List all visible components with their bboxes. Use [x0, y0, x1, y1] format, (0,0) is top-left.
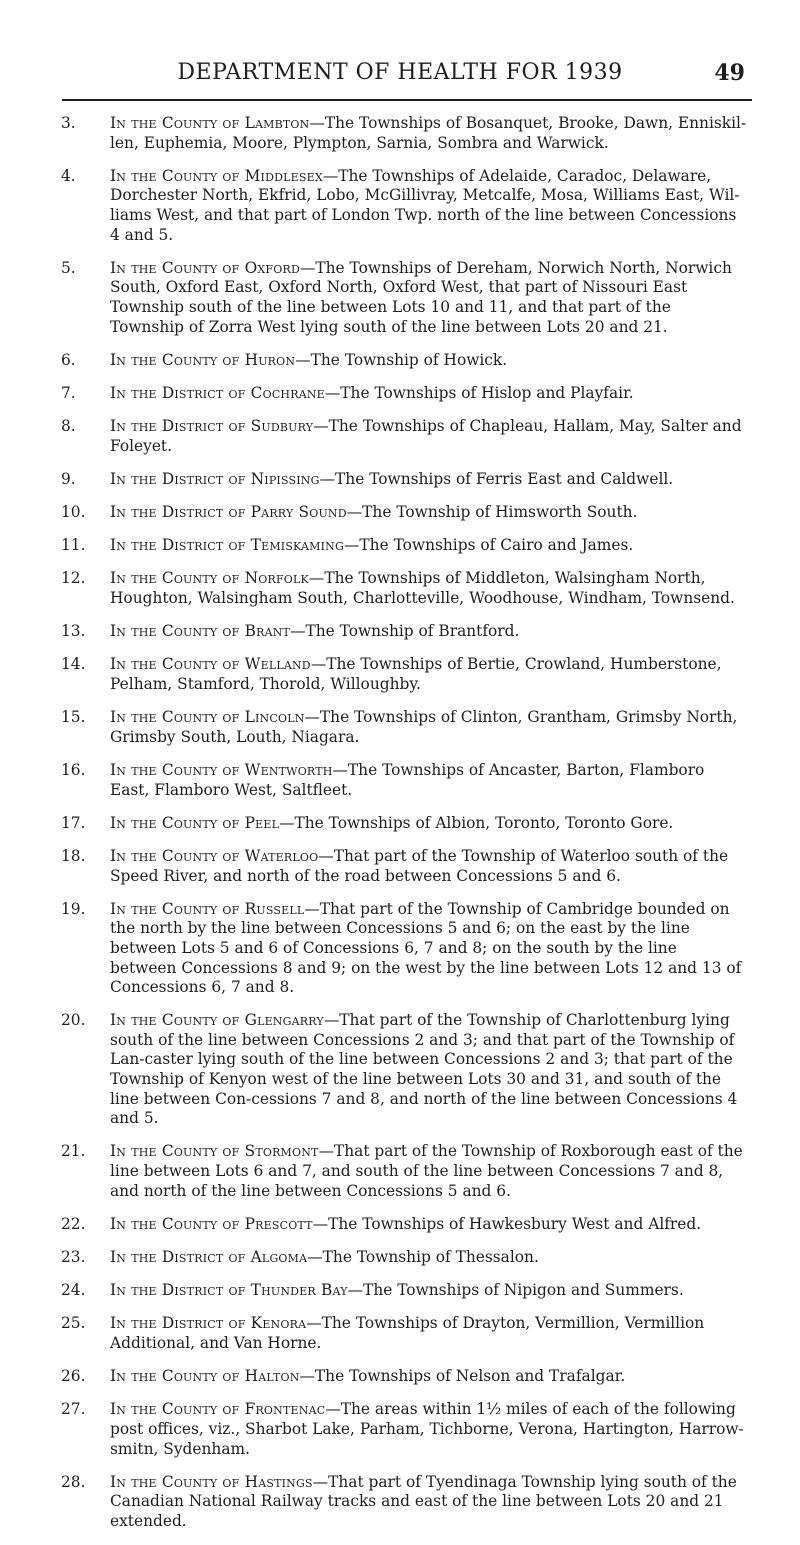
list-item: [0, 847, 800, 886]
list-item: [0, 900, 800, 998]
entry-place: In the County of Frontenac: [110, 1400, 326, 1419]
entry-text: —The Townships of Drayton, Vermillion, Vermillion Additional, and Van Horne.: [110, 1314, 705, 1352]
entry-place: In the County of Stormont: [110, 1142, 319, 1161]
entry-number: 27.: [61, 1400, 86, 1419]
list-item: [0, 1011, 800, 1129]
entry-number: 20.: [61, 1011, 86, 1030]
entry-number: 16.: [61, 760, 86, 779]
entry-number: 7.: [61, 383, 76, 402]
list-item: [0, 569, 800, 608]
entry-number: 15.: [61, 708, 86, 727]
list-item: [0, 417, 800, 456]
entry-number: 25.: [61, 1314, 86, 1333]
entry-text: —That part of Tyendinaga Township lying south of the Canadian National Railway tracks and east of the line between Lots 20 and 21 extended.: [110, 1472, 737, 1530]
entry-text: —That part of the Township of Roxborough east of the line between Lots 6 and 7, and south of the line between Concessions 7 and 8, and north of the line between Concessions 5 and 6.: [110, 1142, 743, 1200]
entry-text: —That part of the Township of Charlottenburg lying south of the line between Concessions 2 and 3; and that part of the Township of Lan-caster lying south of the line between Concessions 2 and 3; that part of the Township of Kenyon west of the line between Lots 30 and 31, and south of the line between Con-cessions 7 and 8, and north of the line between Concessions 4 and 5.: [110, 1011, 738, 1128]
entry-number: 26.: [61, 1367, 86, 1386]
entry-number: 8.: [61, 417, 76, 436]
entry-text: —That part of the Township of Cambridge bounded on the north by the line between Concessions 5 and 6; on the east by the line between Lots 5 and 6 of Concessions 6, 7 and 8; on the south by the line between Concessions 8 and 9; on the west by the line between Lots 12 and 13 of Concessions 6, 7 and 8.: [110, 899, 742, 997]
list-item: [0, 1281, 800, 1301]
entry-text: —The Townships of Dereham, Norwich North, Norwich South, Oxford East, Oxford North, Oxford West, that part of Nissouri East Township south of the line between Lots 10 and 11, and that part of the Township of Zorra West lying south of the line between Lots 20 and 21.: [110, 258, 732, 336]
list-item: [0, 1314, 800, 1353]
entry-place: In the County of Glengarry: [110, 1011, 324, 1030]
entry-number: 24.: [61, 1281, 86, 1300]
list-item: [0, 470, 800, 490]
entry-number: 3.: [61, 114, 76, 132]
entry-text: —The Townships of Ferris East and Caldwell.: [319, 469, 674, 488]
entry-text: —The Townships of Middleton, Walsingham North, Houghton, Walsingham South, Charlotteville, Woodhouse, Windham, Townsend.: [110, 569, 735, 608]
entry-place: In the District of Algoma: [110, 1248, 308, 1266]
entry-text: —The Township of Brantford.: [290, 622, 520, 641]
entry-number: 23.: [61, 1248, 86, 1266]
entry-number: 17.: [61, 813, 86, 832]
list-item: [0, 1473, 800, 1532]
list-item: [0, 1400, 800, 1459]
entry-number: 12.: [61, 569, 86, 588]
entry-text: —The Townships of Chapleau, Hallam, May, Salter and Foleyet.: [110, 417, 742, 455]
entry-text: —The Townships of Cairo and James.: [344, 536, 634, 555]
entry-number: 13.: [61, 622, 86, 641]
entry-place: In the County of Brant: [110, 622, 291, 641]
entry-number: 9.: [61, 469, 76, 488]
page-number: 49: [714, 60, 745, 86]
list-item: [0, 622, 800, 642]
list-item: [0, 536, 800, 556]
entry-text: —The Townships of Hawkesbury West and Alfred.: [312, 1214, 702, 1233]
entry-place: In the District of Temiskaming: [110, 536, 344, 555]
entry-text: —The Townships of Hislop and Playfair.: [324, 383, 634, 402]
entry-place: In the County of Lambton: [110, 114, 310, 132]
entry-place: In the County of Wentworth: [110, 760, 333, 779]
running-title: DEPARTMENT OF HEALTH FOR 1939: [177, 60, 623, 85]
entry-number: 10.: [61, 503, 86, 522]
entry-place: In the County of Oxford: [110, 258, 300, 277]
entry-text: —That part of the Township of Waterloo south of the Speed River, and north of the road between Concessions 5 and 6.: [110, 846, 729, 885]
entry-number: 18.: [61, 846, 86, 865]
entry-number: 11.: [61, 536, 86, 555]
list-item: [0, 761, 800, 800]
entry-number: 22.: [61, 1214, 86, 1233]
entry-text: —The areas within 1½ miles of each of the following post offices, viz., Sharbot Lake, Parham, Tichborne, Verona, Hartington, Harrow-smitn, Sydenham.: [110, 1400, 744, 1458]
header-rule: [62, 99, 752, 101]
entry-text: —The Townships of Bosanquet, Brooke, Dawn, Enniskil-len, Euphemia, Moore, Plympton, Sarnia, Sombra and Warwick.: [110, 114, 747, 152]
entry-text: —The Townships of Albion, Toronto, Toronto Gore.: [279, 813, 674, 832]
entry-place: In the County of Lincoln: [110, 708, 305, 727]
entry-text: —The Townships of Nelson and Trafalgar.: [299, 1367, 626, 1386]
list-item: [0, 259, 800, 337]
list-item: [0, 351, 800, 371]
page-header: [0, 60, 800, 100]
entry-text: —The Townships of Clinton, Grantham, Grimsby North, Grimsby South, Louth, Niagara.: [110, 708, 738, 746]
entry-place: In the District of Nipissing: [110, 469, 320, 488]
entry-place: In the District of Kenora: [110, 1314, 307, 1333]
entry-place: In the County of Hastings: [110, 1472, 313, 1491]
entry-text: —The Townships of Bertie, Crowland, Humberstone, Pelham, Stamford, Thorold, Willoughby.: [110, 655, 722, 693]
entry-place: In the District of Cochrane: [110, 383, 325, 402]
entry-number: 21.: [61, 1142, 86, 1161]
list-item: [0, 1215, 800, 1235]
entry-number: 5.: [61, 258, 76, 277]
entry-place: In the County of Huron: [110, 350, 296, 369]
entry-text: —The Townships of Adelaide, Caradoc, Delaware, Dorchester North, Ekfrid, Lobo, McGillivray, Metcalfe, Mosa, Williams East, Wil-liams West, and that part of London Twp. north of the line between Concessions 4 and 5.: [110, 166, 740, 244]
list-item: [0, 1367, 800, 1387]
list-item: [0, 167, 800, 245]
list-item: [0, 1248, 800, 1268]
entry-text: —The Townships of Ancaster, Barton, Flamboro East, Flamboro West, Saltfleet.: [110, 760, 705, 799]
entry-text: —The Township of Thessalon.: [307, 1248, 539, 1266]
entry-number: 14.: [61, 655, 86, 674]
entry-place: In the County of Peel: [110, 813, 280, 832]
entry-place: In the District of Sudbury: [110, 417, 314, 436]
entry-place: In the County of Halton: [110, 1367, 300, 1386]
entry-place: In the County of Middlesex: [110, 166, 323, 185]
list-item: [0, 655, 800, 694]
list-item: [0, 1142, 800, 1201]
entry-place: In the County of Russell: [110, 899, 305, 918]
entry-place: In the County of Waterloo: [110, 846, 319, 865]
entry-list: [0, 114, 800, 1545]
entry-number: 28.: [61, 1472, 86, 1491]
entry-number: 19.: [61, 899, 86, 918]
entry-number: 6.: [61, 350, 76, 369]
entry-place: In the District of Thunder Bay: [110, 1281, 348, 1300]
entry-place: In the County of Prescott: [110, 1214, 313, 1233]
entry-place: In the District of Parry Sound: [110, 503, 347, 522]
entry-number: 4.: [61, 166, 76, 185]
entry-place: In the County of Norfolk: [110, 569, 309, 588]
list-item: [0, 114, 800, 153]
list-item: [0, 814, 800, 834]
entry-place: In the County of Welland: [110, 655, 311, 674]
entry-text: —The Township of Howick.: [295, 350, 508, 369]
list-item: [0, 384, 800, 404]
list-item: [0, 708, 800, 747]
list-item: [0, 503, 800, 523]
entry-text: —The Township of Himsworth South.: [346, 503, 638, 522]
entry-text: —The Townships of Nipigon and Summers.: [347, 1281, 684, 1300]
